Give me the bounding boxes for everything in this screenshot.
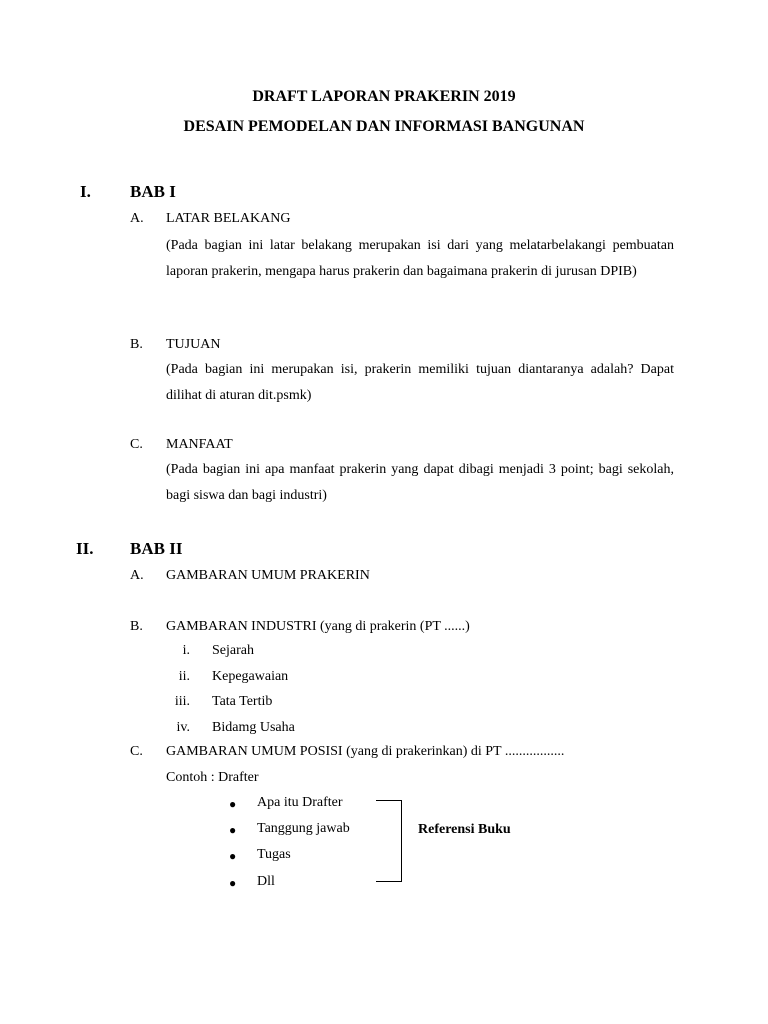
- list-number: ii.: [178, 669, 190, 684]
- bullet-item: Apa itu Drafter: [257, 795, 343, 810]
- section-body-tujuan: (Pada bagian ini merupakan isi, prakerin memiliki tujuan diantaranya adalah? Dapat dilihat di aturan dit.psmk): [166, 362, 674, 403]
- bullet-dot-icon: ●: [229, 823, 237, 837]
- section-heading-gambaran-industri: GAMBARAN INDUSTRI (yang di prakerin (PT ......): [166, 619, 470, 634]
- list-item: Kepegawaian: [212, 669, 289, 684]
- list-item: Sejarah: [212, 643, 254, 658]
- section-letter: B.: [130, 619, 143, 634]
- bullet-item: Tugas: [257, 847, 291, 862]
- section-heading-gambaran-umum: GAMBARAN UMUM PRAKERIN: [166, 568, 370, 583]
- bullet-dot-icon: ●: [229, 849, 237, 863]
- section-heading-manfaat: MANFAAT: [166, 437, 233, 452]
- chapter-number: II.: [76, 539, 94, 558]
- section-letter: A.: [130, 211, 144, 226]
- example-label: Contoh : Drafter: [166, 770, 259, 785]
- chapter-number: I.: [80, 182, 91, 201]
- section-letter: C.: [130, 744, 143, 759]
- chapter-title: BAB I: [130, 182, 176, 201]
- bracket-label: Referensi Buku: [418, 822, 511, 837]
- bullet-item: Dll: [257, 874, 275, 889]
- list-item: Bidamg Usaha: [212, 720, 295, 735]
- list-number: i.: [182, 643, 190, 658]
- list-number: iii.: [174, 694, 190, 709]
- bullet-item: Tanggung jawab: [257, 821, 350, 836]
- document-subtitle: DESAIN PEMODELAN DAN INFORMASI BANGUNAN: [183, 118, 585, 135]
- bullet-dot-icon: ●: [229, 876, 237, 890]
- chapter-title: BAB II: [130, 539, 183, 558]
- section-letter: C.: [130, 437, 143, 452]
- list-number: iv.: [176, 720, 190, 735]
- section-letter: A.: [130, 568, 144, 583]
- bullet-dot-icon: ●: [229, 797, 237, 811]
- right-bracket-icon: [376, 800, 402, 882]
- section-heading-latar-belakang: LATAR BELAKANG: [166, 211, 291, 226]
- list-item: Tata Tertib: [212, 694, 273, 709]
- section-heading-gambaran-posisi: GAMBARAN UMUM POSISI (yang di prakerinkan) di PT .................: [166, 744, 565, 759]
- section-body-latar-belakang: (Pada bagian ini latar belakang merupakan isi dari yang melatarbelakangi pembuatan laporan prakerin, mengapa harus prakerin dan bagaimana prakerin di jurusan DPIB): [166, 238, 674, 279]
- section-body-manfaat: (Pada bagian ini apa manfaat prakerin yang dapat dibagi menjadi 3 point; bagi sekolah, bagi siswa dan bagi industri): [166, 462, 674, 503]
- section-letter: B.: [130, 337, 143, 352]
- document-title: DRAFT LAPORAN PRAKERIN 2019: [252, 88, 516, 105]
- section-heading-tujuan: TUJUAN: [166, 337, 221, 352]
